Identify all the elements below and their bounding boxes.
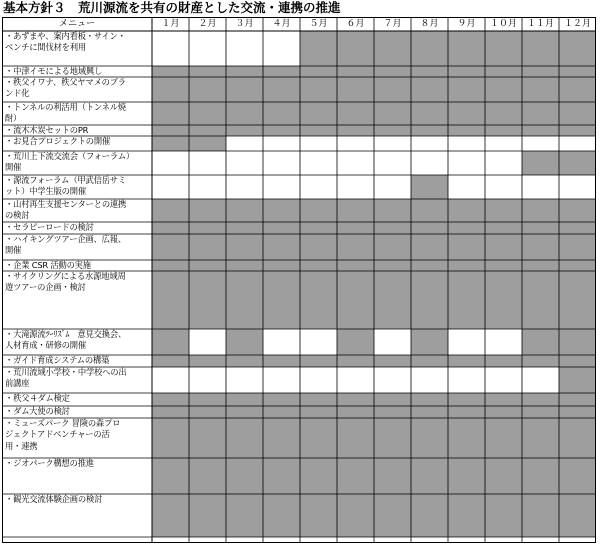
shaded-cell — [559, 102, 596, 125]
shaded-cell — [300, 393, 337, 406]
shaded-cell — [374, 66, 411, 77]
shaded-cell — [559, 125, 596, 136]
shaded-cell — [448, 222, 485, 234]
shaded-cell — [300, 125, 337, 136]
shaded-cell — [189, 271, 226, 329]
shaded-cell — [152, 125, 189, 136]
shaded-cell — [374, 125, 411, 136]
menu-item-text: 用・連携 — [5, 440, 38, 451]
shaded-cell — [337, 31, 374, 66]
shaded-cell — [448, 234, 485, 260]
shaded-cell — [522, 418, 559, 458]
shaded-cell — [300, 222, 337, 234]
menu-item-text: 遊ツアーの企画・検討 — [5, 282, 86, 293]
shaded-cell — [189, 494, 226, 537]
shaded-cell — [374, 393, 411, 406]
month-header: ８月 — [420, 19, 439, 29]
shaded-cell — [559, 234, 596, 260]
shaded-cell — [485, 260, 522, 271]
menu-item-text: ・荒川流域小学校・中学校への出 — [5, 367, 127, 377]
shaded-cell — [226, 458, 263, 494]
shaded-cell — [411, 77, 448, 102]
shaded-cell — [411, 494, 448, 537]
menu-item — [2, 125, 152, 136]
menu-item-text: 開催 — [5, 162, 22, 173]
shaded-cell — [152, 260, 189, 271]
shaded-cell — [152, 136, 189, 151]
shaded-cell — [337, 234, 374, 260]
menu-item-text: ・お見合プロジェクトの開催 — [5, 136, 111, 146]
shaded-cell — [485, 406, 522, 418]
month-header: ２月 — [198, 19, 217, 29]
shaded-cell — [337, 102, 374, 125]
shaded-cell — [226, 271, 263, 329]
shaded-cell — [152, 494, 189, 537]
menu-item — [2, 31, 152, 66]
shaded-cell — [152, 77, 189, 102]
shaded-cell — [485, 31, 522, 66]
menu-item-text: の検討 — [5, 210, 30, 221]
shaded-cell — [411, 393, 448, 406]
shaded-cell — [374, 271, 411, 329]
shaded-cell — [300, 31, 337, 66]
shaded-cell — [226, 102, 263, 125]
shaded-cell — [485, 199, 522, 222]
shaded-cell — [522, 406, 559, 418]
shaded-cell — [559, 494, 596, 537]
shaded-cell — [189, 234, 226, 260]
month-header: ５月 — [309, 19, 328, 29]
shaded-cell — [337, 66, 374, 77]
menu-item — [2, 494, 152, 537]
menu-item — [2, 367, 152, 393]
shaded-cell — [522, 260, 559, 271]
shaded-cell — [522, 393, 559, 406]
shaded-cell — [337, 355, 374, 367]
shaded-cell — [522, 199, 559, 222]
shaded-cell — [411, 199, 448, 222]
shaded-cell — [522, 329, 559, 355]
shaded-cell — [411, 418, 448, 458]
month-header: ７月 — [383, 19, 402, 29]
shaded-cell — [522, 222, 559, 234]
shaded-cell — [411, 355, 448, 367]
menu-item-text: ・源流フォーラム（甲武信岳サミ — [5, 175, 126, 185]
shaded-cell — [189, 199, 226, 222]
shaded-cell — [226, 393, 263, 406]
shaded-cell — [337, 199, 374, 222]
shaded-cell — [152, 458, 189, 494]
shaded-cell — [485, 77, 522, 102]
shaded-cell — [337, 418, 374, 458]
shaded-cell — [522, 102, 559, 125]
shaded-cell — [263, 234, 300, 260]
shaded-cell — [485, 234, 522, 260]
menu-item — [2, 271, 152, 329]
shaded-cell — [226, 355, 263, 367]
shaded-cell — [337, 494, 374, 537]
shaded-cell — [337, 125, 374, 136]
shaded-cell — [448, 418, 485, 458]
shaded-cell — [189, 66, 226, 77]
shaded-cell — [263, 355, 300, 367]
shaded-cell — [559, 260, 596, 271]
shaded-cell — [485, 66, 522, 77]
month-header: ９月 — [457, 19, 476, 29]
menu-item-text: ・セラピーロードの検討 — [5, 222, 94, 232]
shaded-cell — [559, 66, 596, 77]
shaded-cell — [374, 31, 411, 66]
month-header: ４月 — [272, 19, 291, 29]
shaded-cell — [559, 367, 596, 393]
shaded-cell — [263, 458, 300, 494]
shaded-cell — [226, 406, 263, 418]
shaded-cell — [189, 260, 226, 271]
shaded-cell — [522, 31, 559, 66]
shaded-cell — [522, 494, 559, 537]
shaded-cell — [448, 125, 485, 136]
shaded-cell — [448, 494, 485, 537]
menu-item — [2, 234, 152, 260]
shaded-cell — [448, 458, 485, 494]
shaded-cell — [152, 199, 189, 222]
shaded-cell — [152, 222, 189, 234]
menu-item-text: ・流木木炭セットのPR — [5, 125, 89, 135]
menu-item — [2, 66, 152, 77]
shaded-cell — [263, 494, 300, 537]
month-header: ６月 — [346, 19, 365, 29]
month-header: １２月 — [563, 19, 591, 29]
shaded-cell — [411, 175, 448, 199]
shaded-cell — [485, 271, 522, 329]
shaded-cell — [448, 406, 485, 418]
menu-item — [2, 175, 152, 199]
shaded-cell — [411, 271, 448, 329]
shaded-cell — [337, 406, 374, 418]
menu-item — [2, 329, 152, 355]
shaded-cell — [152, 102, 189, 125]
shaded-cell — [337, 458, 374, 494]
shaded-cell — [300, 494, 337, 537]
shaded-cell — [152, 406, 189, 418]
menu-item-text: ・ジオパーク構想の推進 — [5, 458, 94, 468]
shaded-cell — [337, 329, 374, 355]
shaded-cell — [522, 125, 559, 136]
menu-item-text: ・山村再生支援センターとの連携 — [5, 199, 127, 209]
shaded-cell — [300, 199, 337, 222]
shaded-cell — [559, 406, 596, 418]
shaded-cell — [374, 418, 411, 458]
shaded-cell — [374, 102, 411, 125]
shaded-cell — [411, 458, 448, 494]
shaded-cell — [263, 418, 300, 458]
menu-item-text: 前講座 — [5, 378, 30, 389]
shaded-cell — [300, 77, 337, 102]
shaded-cell — [374, 77, 411, 102]
shaded-cell — [226, 125, 263, 136]
shaded-cell — [485, 125, 522, 136]
shaded-cell — [485, 418, 522, 458]
shaded-cell — [374, 199, 411, 222]
menu-item-text: ・観光交流体験企画の検討 — [5, 494, 103, 504]
shaded-cell — [411, 102, 448, 125]
shaded-cell — [189, 222, 226, 234]
shaded-cell — [559, 271, 596, 329]
shaded-cell — [263, 199, 300, 222]
menu-item-text: ・中津イモによる地域興し — [5, 66, 103, 76]
shaded-cell — [263, 125, 300, 136]
menu-item — [2, 151, 152, 175]
shaded-cell — [448, 271, 485, 329]
shaded-cell — [226, 66, 263, 77]
shaded-cell — [374, 234, 411, 260]
menu-item-text: ・ミューズパーク 冒険の森プロ — [5, 418, 121, 428]
shaded-cell — [374, 222, 411, 234]
shaded-cell — [263, 260, 300, 271]
shaded-cell — [448, 393, 485, 406]
shaded-cell — [522, 355, 559, 367]
shaded-cell — [152, 234, 189, 260]
shaded-cell — [226, 418, 263, 458]
menu-item-text: 開催 — [5, 245, 22, 256]
shaded-cell — [448, 199, 485, 222]
shaded-cell — [448, 31, 485, 66]
shaded-cell — [152, 418, 189, 458]
shaded-cell — [559, 31, 596, 66]
shaded-cell — [559, 151, 596, 175]
shaded-cell — [411, 234, 448, 260]
menu-item-text: ・ガイド育成システムの構築 — [5, 355, 110, 365]
shaded-cell — [374, 355, 411, 367]
shaded-cell — [411, 406, 448, 418]
page-title: 基本方針３ 荒川源流を共有の財産とした交流・連携の推進 — [3, 0, 341, 15]
shaded-cell — [337, 260, 374, 271]
menu-column-header: メニュー — [58, 19, 95, 29]
menu-item — [2, 102, 152, 125]
shaded-cell — [189, 125, 226, 136]
menu-item-text: ・秩父４ダム検定 — [5, 393, 70, 403]
menu-item — [2, 458, 152, 494]
shaded-cell — [300, 458, 337, 494]
shaded-cell — [448, 260, 485, 271]
shaded-cell — [189, 418, 226, 458]
shaded-cell — [152, 355, 189, 367]
shaded-cell — [522, 77, 559, 102]
shaded-cell — [337, 271, 374, 329]
month-header: １０月 — [489, 19, 517, 29]
shaded-cell — [485, 393, 522, 406]
menu-item-text: ・ハイキングツアー企画、広報、 — [5, 234, 126, 244]
shaded-cell — [300, 66, 337, 77]
shaded-cell — [559, 393, 596, 406]
shaded-cell — [374, 458, 411, 494]
shaded-cell — [559, 222, 596, 234]
shaded-cell — [226, 199, 263, 222]
shaded-cell — [152, 271, 189, 329]
shaded-cell — [448, 66, 485, 77]
shaded-cell — [189, 393, 226, 406]
shaded-cell — [189, 458, 226, 494]
month-header: １月 — [161, 19, 180, 29]
shaded-cell — [300, 355, 337, 367]
menu-item-text: ット）中学生版の開催 — [5, 186, 86, 197]
shaded-cell — [485, 222, 522, 234]
shaded-cell — [485, 458, 522, 494]
shaded-cell — [263, 406, 300, 418]
shaded-cell — [300, 234, 337, 260]
menu-item — [2, 136, 152, 151]
shaded-cell — [300, 102, 337, 125]
menu-item — [2, 418, 152, 458]
shaded-cell — [226, 77, 263, 102]
shaded-cell — [189, 136, 226, 151]
shaded-cell — [226, 329, 263, 355]
shaded-cell — [411, 125, 448, 136]
shaded-cell — [337, 77, 374, 102]
shaded-cell — [485, 355, 522, 367]
shaded-cell — [559, 355, 596, 367]
shaded-cell — [522, 234, 559, 260]
menu-item — [2, 77, 152, 102]
shaded-cell — [226, 234, 263, 260]
shaded-cell — [374, 494, 411, 537]
shaded-cell — [448, 355, 485, 367]
shaded-cell — [152, 66, 189, 77]
menu-item — [2, 199, 152, 222]
shaded-cell — [300, 406, 337, 418]
shaded-cell — [263, 393, 300, 406]
shaded-cell — [263, 102, 300, 125]
shaded-cell — [559, 77, 596, 102]
menu-item-text: 人材育成・研修の開催 — [5, 340, 86, 351]
shaded-cell — [411, 329, 448, 355]
shaded-cell — [300, 418, 337, 458]
shaded-cell — [522, 458, 559, 494]
shaded-cell — [189, 77, 226, 102]
shaded-cell — [485, 102, 522, 125]
shaded-cell — [263, 271, 300, 329]
menu-item-text: ベンチに間伐材を利用 — [5, 42, 86, 53]
shaded-cell — [189, 102, 226, 125]
menu-item-text: ・ダム大使の検討 — [5, 406, 70, 416]
shaded-cell — [559, 329, 596, 355]
shaded-cell — [189, 406, 226, 418]
menu-item-text: ンド化 — [5, 88, 30, 99]
shaded-cell — [522, 66, 559, 77]
schedule-table — [2, 17, 596, 543]
menu-item-text: ・あずまや、案内看板・サイン・ — [5, 31, 126, 41]
shaded-cell — [152, 393, 189, 406]
menu-item-text: 酎） — [5, 113, 22, 124]
shaded-cell — [374, 260, 411, 271]
menu-item-text: ジェクトアドベンチャーの活 — [5, 429, 110, 440]
shaded-cell — [448, 77, 485, 102]
shaded-cell — [337, 393, 374, 406]
shaded-cell — [263, 77, 300, 102]
month-header: ３月 — [235, 19, 254, 29]
menu-item — [2, 406, 152, 418]
shaded-cell — [300, 260, 337, 271]
shaded-cell — [411, 31, 448, 66]
menu-item — [2, 393, 152, 406]
menu-item-text: ・サイクリングによる水源地域周 — [5, 271, 126, 281]
shaded-cell — [559, 418, 596, 458]
shaded-cell — [226, 494, 263, 537]
menu-item-text: ・トンネルの利活用（トンネル焼 — [5, 102, 126, 112]
menu-item-text: ・企業 CSR 活動の実施 — [5, 260, 91, 270]
shaded-cell — [189, 355, 226, 367]
shaded-cell — [448, 102, 485, 125]
shaded-cell — [559, 199, 596, 222]
shaded-cell — [263, 222, 300, 234]
shaded-cell — [485, 494, 522, 537]
shaded-cell — [152, 329, 189, 355]
menu-item-text: ・秩父イワナ、秩父ヤマメのブラ — [5, 77, 126, 87]
shaded-cell — [337, 222, 374, 234]
shaded-cell — [226, 260, 263, 271]
shaded-cell — [263, 66, 300, 77]
shaded-cell — [411, 260, 448, 271]
shaded-cell — [411, 222, 448, 234]
month-header: １１月 — [526, 19, 554, 29]
menu-item — [2, 222, 152, 234]
shaded-cell — [226, 222, 263, 234]
menu-item-text: ・大滝源流ﾂｰﾘｽﾞﾑ 意見交換会、 — [5, 329, 127, 339]
shaded-cell — [522, 151, 559, 175]
menu-item — [2, 260, 152, 271]
shaded-cell — [559, 458, 596, 494]
shaded-cell — [411, 66, 448, 77]
shaded-cell — [522, 271, 559, 329]
menu-item-text: ・荒川上下流交流会（フォーラム） — [5, 151, 135, 161]
shaded-cell — [300, 271, 337, 329]
menu-item — [2, 355, 152, 367]
shaded-cell — [374, 406, 411, 418]
